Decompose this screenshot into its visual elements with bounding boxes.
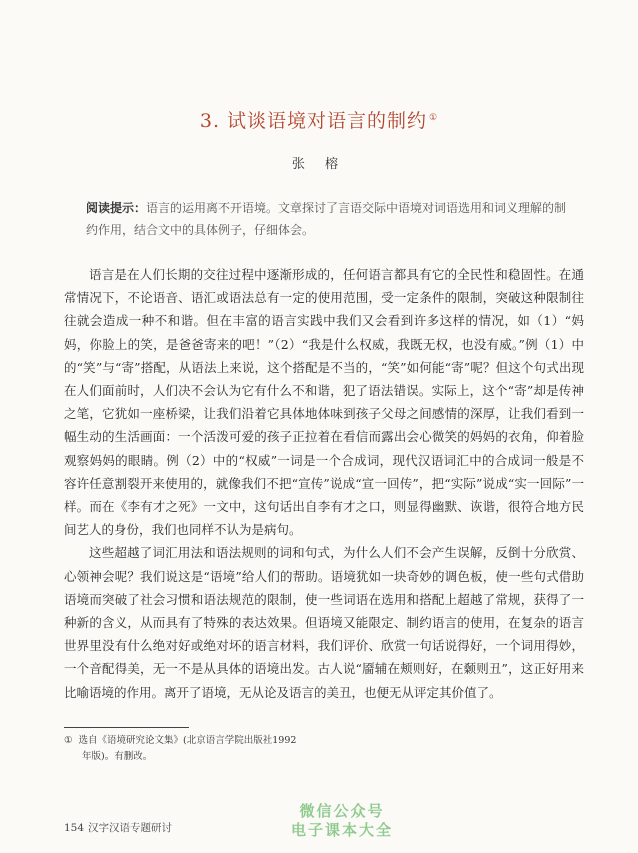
watermark <box>262 802 422 840</box>
article-body <box>64 263 584 704</box>
footnote-line-2: 年版)。有删改。 <box>82 751 153 762</box>
chapter-title <box>0 106 638 133</box>
footnote-number: ① <box>64 735 73 746</box>
author-name: 张 榕 <box>291 157 347 172</box>
body-paragraph: 这些超越了词汇用法和语法规则的词和句式，为什么人们不会产生误解，反倒十分欣赏、心领神会呢？我们说这是“语境”给人们的帮助。语境犹如一块奇妙的调色板，使一些句式借助语境而突破了社会习惯和语法规范的限制，使一些词语在选用和搭配上超越了常规，获得了一种新的含义，从而具有了特殊的表达效果。但语境又能限定、制约语言的使用，在复杂的语言世界里没有什么绝对好或绝对坏的语言材料，我们评价、欣赏一句话说得好，一个词用得妙，一个音配得美，无一不是从具体的语境出发。古人说“靥辅在颊则好，在颡则丑”，这正好用来比喻语境的作用。离开了语境，无从论及语言的美丑，也便无从评定其价值了。 <box>64 545 584 700</box>
footnote-line-1: 选自《语境研究论文集》(北京语言学院出版社1992 <box>78 735 297 746</box>
reading-hint <box>86 197 576 241</box>
watermark-line-2: 电子课本大全 <box>290 821 393 839</box>
body-paragraph: 语言是在人们长期的交往过程中逐渐形成的，任何语言都具有它的全民性和稳固性。在通常情况下，不论语音、语汇或语法总有一定的使用范围，受一定条件的限制，突破这种限制往往就会造成一种不和谐。但在丰富的语言实践中我们又会看到许多这样的情况，如（1）“妈妈，你脸上的笑，是爸爸寄来的吧！”（2）“我是什么权威，我既无权，也没有威。”例（1）中的“笑”与“寄”搭配，从语法上来说，这个搭配是不当的，“笑”如何能“寄”呢？但这个句式出现在人们面前时，人们决不会认为它有什么不和谐，犯了语法错误。实际上，这个“寄”却是传神之笔，它犹如一座桥梁，让我们沿着它具体地体味到孩子父母之间感情的深厚，让我们看到一幅生动的生活画面：一个活泼可爱的孩子正拉着在看信而露出会心微笑的妈妈的衣角，仰着脸观察妈妈的眼睛。例（2）中的“权威”一词是一个合成词，现代汉语词汇中的合成词一般是不容许任意割裂开来使用的，就像我们不把“宣传”说成“宣一回传”，把“实际”说成“实一回际”一样。而在《李有才之死》一文中，这句话出自李有才之口，则显得幽默、诙谐，很符合地方民间艺人的身份，我们也同样不认为是病句。 <box>64 267 584 538</box>
footnote-divider <box>64 727 189 728</box>
footnote <box>64 733 584 765</box>
book-title: 汉字汉语专题研讨 <box>88 822 173 834</box>
footnote-marker: ① <box>429 112 439 123</box>
chapter-title-text: 3. 试谈语境对语言的制约 <box>199 110 428 132</box>
watermark-line-1: 微信公众号 <box>299 802 385 820</box>
reading-hint-label: 阅读提示： <box>86 201 147 215</box>
reading-hint-text: 语言的运用离不开语境。文章探讨了言语交际中语境对词语选用和词义理解的制约作用，结合文中的具体例子，仔细体会。 <box>86 201 567 237</box>
page-number: 154 <box>64 822 85 834</box>
page-footer <box>64 820 172 835</box>
